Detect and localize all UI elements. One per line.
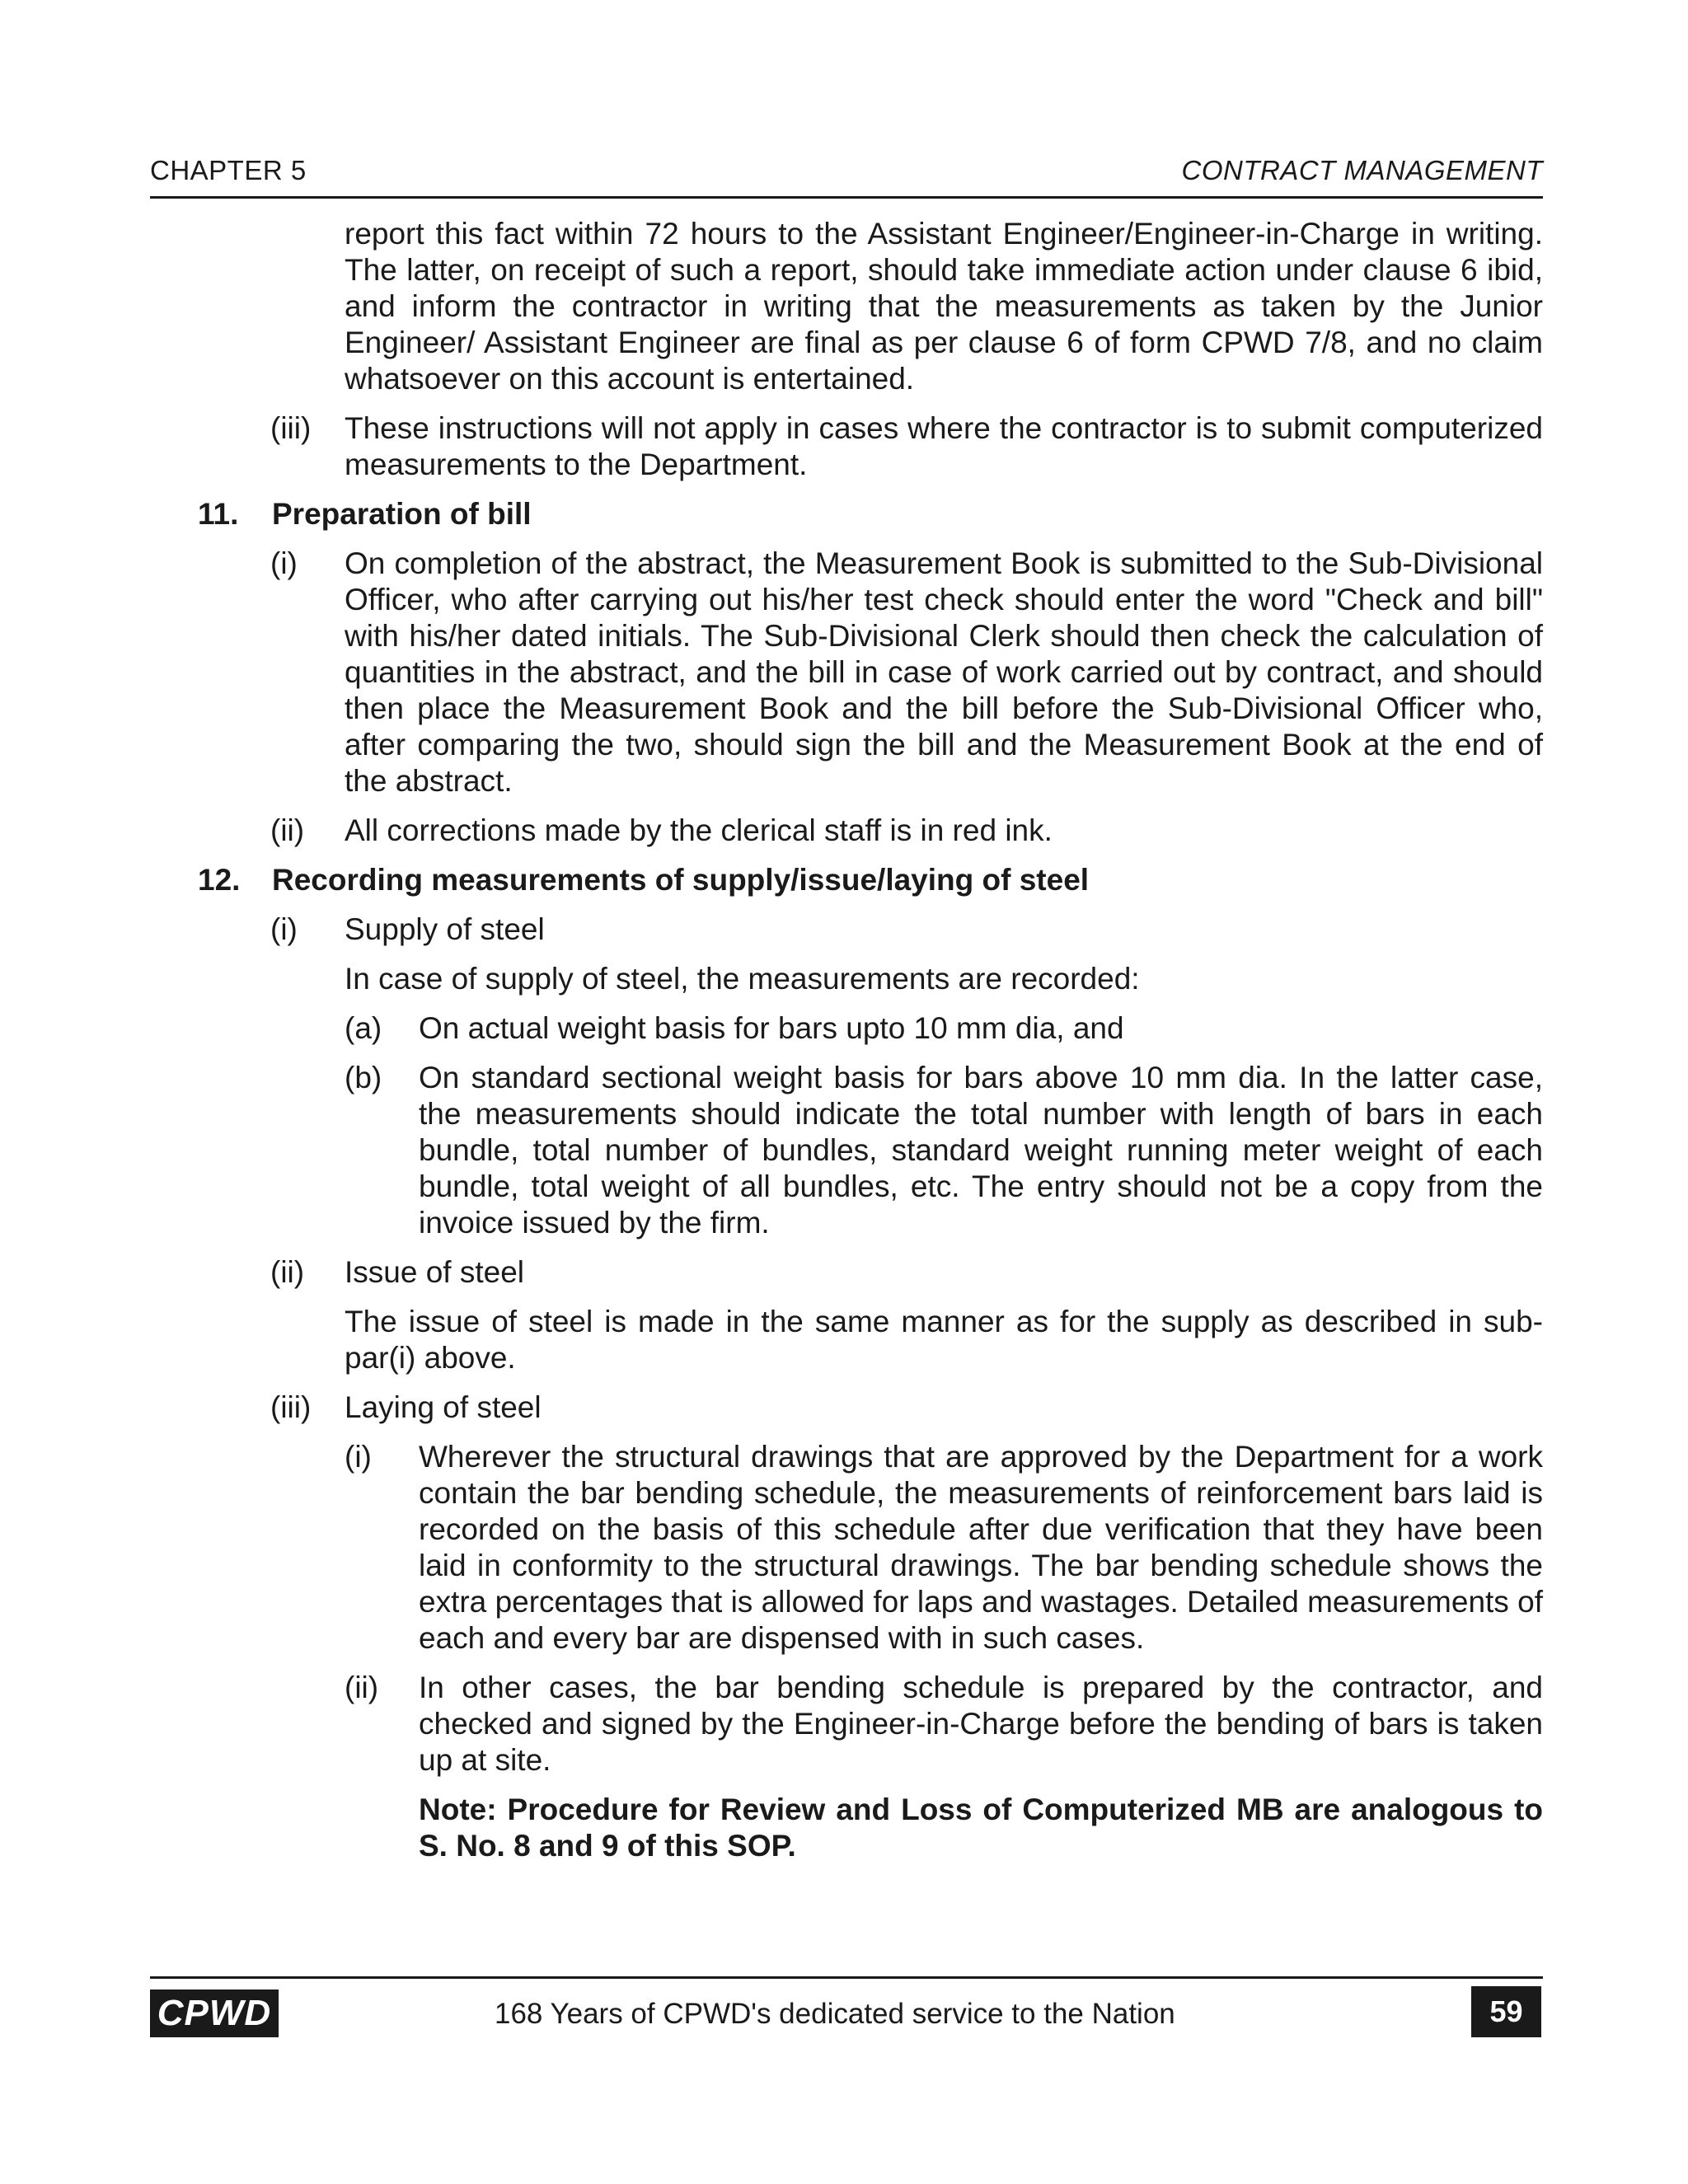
section-number: 12. — [198, 863, 241, 897]
header-rule — [150, 196, 1543, 199]
list-label: (ii) — [270, 1255, 305, 1289]
list-label: (b) — [345, 1061, 382, 1094]
section-number: 11. — [198, 497, 239, 531]
running-header — [150, 142, 1543, 186]
list-label: (i) — [345, 1440, 372, 1474]
footer-tagline: 168 Years of CPWD's dedicated service to the Nation — [495, 1998, 1175, 2030]
page-number: 59 — [1471, 1986, 1541, 2037]
sub-item-iii-i: (i) Wherever the structural drawings that are approved by the Department for a work contain the bar bending schedule, the measurements of reinforcement bars laid is recorded on the basis of this schedule after due verification that they have been laid in conformity to the structural drawings. The bar bending schedule shows the extra percentages that is allowed for laps and wastages. Detailed measurements of each and every bar are dispensed with in such cases. — [345, 1440, 1543, 1655]
list-item-12-iii: (iii) Laying of steel — [270, 1390, 542, 1424]
footer-rule — [150, 1976, 1543, 1979]
list-label: (i) — [270, 546, 298, 580]
list-item-11-i: (i) On completion of the abstract, the Measurement Book is submitted to the Sub-Divisional Officer, who after carrying out his/her test check should enter the word "Check and bill" with his/her dated initials. The Sub-Divisional Clerk should then check the calculation of quantities in the abstract, and the bill in case of work carried out by contract, and should then place the Measurement Book and the bill before the Sub-Divisional Officer who, after comparing the two, should sign the bill and the Measurement Book at the end of the abstract. — [270, 546, 1543, 798]
section-12-heading — [0, 862, 1688, 898]
issue-body: The issue of steel is made in the same manner as for the supply as described in sub-par(i) above. — [345, 1305, 1543, 1375]
note-paragraph: Note: Procedure for Review and Loss of Computerized MB are analogous to S. No. 8 and 9 of this SOP. — [419, 1793, 1543, 1863]
chapter-label: CHAPTER 5 — [150, 155, 307, 185]
list-item-12-ii: (ii) Issue of steel — [270, 1255, 525, 1289]
page-body — [0, 216, 1688, 1864]
list-label: (ii) — [345, 1671, 379, 1704]
list-item-11-ii: (ii) All corrections made by the clerical staff is in red ink. — [270, 813, 1053, 847]
section-label: CONTRACT MANAGEMENT — [1181, 155, 1543, 185]
list-label: (i) — [270, 912, 298, 946]
section-title: Recording measurements of supply/issue/laying of steel — [272, 863, 1090, 897]
list-label: (a) — [345, 1011, 382, 1045]
list-label: (ii) — [270, 813, 305, 847]
section-title: Preparation of bill — [272, 497, 532, 531]
list-label: (iii) — [270, 411, 312, 445]
cpwd-logo: CPWD — [150, 1990, 279, 2037]
list-item-12-i: (i) Supply of steel — [270, 912, 545, 946]
sub-item-iii-ii: (ii) In other cases, the bar bending schedule is prepared by the contractor, and checked and signed by the Engineer-in-Charge before the bending of bars is taken up at site. — [345, 1671, 1543, 1777]
list-item-iii: (iii) These instructions will not apply in cases where the contractor is to submit computerized measurements to the Department. — [270, 411, 1543, 481]
sub-item-b: (b) On standard sectional weight basis for bars above 10 mm dia. In the latter case, the measurements should indicate the total number with length of bars in each bundle, total number of bundles, standard weight running meter weight of each bundle, total weight of all bundles, etc. The entry should not be a copy from the invoice issued by the firm. — [345, 1061, 1543, 1240]
supply-intro: In case of supply of steel, the measurements are recorded: — [345, 962, 1140, 996]
list-label: (iii) — [270, 1390, 312, 1424]
section-11-heading — [0, 496, 1688, 532]
sub-item-a: (a) On actual weight basis for bars upto 10 mm dia, and — [345, 1011, 1124, 1045]
continued-paragraph: report this fact within 72 hours to the Assistant Engineer/Engineer-in-Charge in writing. The latter, on receipt of such a report, should take immediate action under clause 6 ibid, and inform the contractor in writing that the measurements as taken by the Junior Engineer/ Assistant Engineer are final as per clause 6 of form CPWD 7/8, and no claim whatsoever on this account is entertained. — [345, 217, 1543, 396]
